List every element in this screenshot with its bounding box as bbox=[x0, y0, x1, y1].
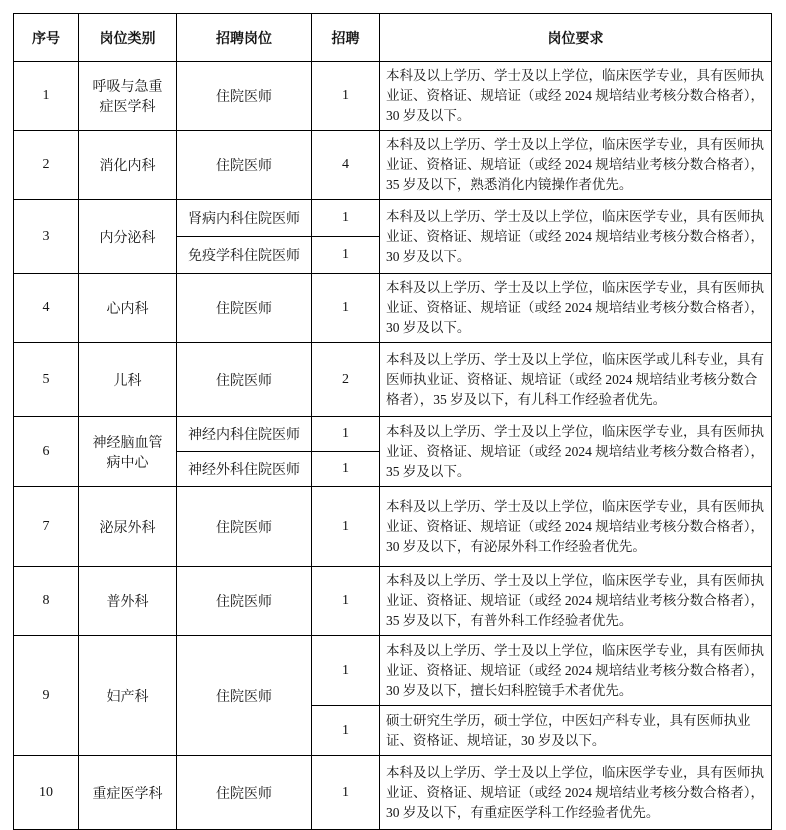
seq-cell: 7 bbox=[14, 487, 79, 567]
seq-cell: 1 bbox=[14, 62, 79, 131]
count-cell: 2 bbox=[312, 343, 380, 417]
requirement-cell: 本科及以上学历、学士及以上学位，临床医学专业，具有医师执业证、资格证、规培证（或经 2024 规培结业考核分数合格者），30 岁及以下。 bbox=[380, 62, 772, 131]
seq-cell: 10 bbox=[14, 756, 79, 830]
seq-cell: 2 bbox=[14, 131, 79, 200]
position-cell: 住院医师 bbox=[177, 567, 312, 636]
col-header-seq: 序号 bbox=[14, 14, 79, 62]
category-cell: 消化内科 bbox=[79, 131, 177, 200]
position-cell: 住院医师 bbox=[177, 62, 312, 131]
category-cell: 重症医学科 bbox=[79, 756, 177, 830]
header-row bbox=[14, 14, 772, 62]
requirement-cell: 本科及以上学历、学士及以上学位，临床医学专业，具有医师执业证、资格证、规培证（或经 2024 规培结业考核分数合格者），35 岁及以下，熟悉消化内镜操作者优先。 bbox=[380, 131, 772, 200]
table-row bbox=[14, 487, 772, 567]
table-row bbox=[14, 417, 772, 452]
table-row bbox=[14, 636, 772, 706]
position-cell: 住院医师 bbox=[177, 487, 312, 567]
seq-cell: 8 bbox=[14, 567, 79, 636]
position-cell: 住院医师 bbox=[177, 756, 312, 830]
table-row bbox=[14, 274, 772, 343]
count-cell: 1 bbox=[312, 756, 380, 830]
category-cell: 呼吸与急重症医学科 bbox=[79, 62, 177, 131]
category-cell: 神经脑血管病中心 bbox=[79, 417, 177, 487]
count-cell: 1 bbox=[312, 567, 380, 636]
count-cell: 1 bbox=[312, 452, 380, 487]
seq-cell: 5 bbox=[14, 343, 79, 417]
count-cell: 1 bbox=[312, 636, 380, 706]
category-cell: 心内科 bbox=[79, 274, 177, 343]
requirement-cell: 本科及以上学历、学士及以上学位，临床医学专业，具有医师执业证、资格证、规培证（或经 2024 规培结业考核分数合格者），30 岁及以下，有泌尿外科工作经验者优先。 bbox=[380, 487, 772, 567]
category-cell: 内分泌科 bbox=[79, 200, 177, 274]
count-cell: 1 bbox=[312, 200, 380, 237]
position-cell: 住院医师 bbox=[177, 636, 312, 756]
table-row bbox=[14, 62, 772, 131]
position-cell: 住院医师 bbox=[177, 131, 312, 200]
count-cell: 1 bbox=[312, 706, 380, 756]
col-header-category: 岗位类别 bbox=[79, 14, 177, 62]
table-row bbox=[14, 567, 772, 636]
position-cell: 神经外科住院医师 bbox=[177, 452, 312, 487]
requirement-cell: 硕士研究生学历，硕士学位，中医妇产科专业，具有医师执业证、资格证、规培证，30 岁及以下。 bbox=[380, 706, 772, 756]
requirement-cell: 本科及以上学历、学士及以上学位，临床医学专业，具有医师执业证、资格证、规培证（或经 2024 规培结业考核分数合格者），30 岁及以下，有重症医学科工作经验者优先。 bbox=[380, 756, 772, 830]
requirement-cell: 本科及以上学历、学士及以上学位，临床医学专业，具有医师执业证、资格证、规培证（或经 2024 规培结业考核分数合格者），30 岁及以下。 bbox=[380, 274, 772, 343]
count-cell: 1 bbox=[312, 417, 380, 452]
count-cell: 1 bbox=[312, 62, 380, 131]
col-header-position: 招聘岗位 bbox=[177, 14, 312, 62]
position-cell: 住院医师 bbox=[177, 343, 312, 417]
requirement-cell: 本科及以上学历、学士及以上学位，临床医学专业，具有医师执业证、资格证、规培证（或经 2024 规培结业考核分数合格者），30 岁及以下。 bbox=[380, 200, 772, 274]
seq-cell: 4 bbox=[14, 274, 79, 343]
position-cell: 住院医师 bbox=[177, 274, 312, 343]
count-cell: 1 bbox=[312, 487, 380, 567]
requirement-cell: 本科及以上学历、学士及以上学位，临床医学专业，具有医师执业证、资格证、规培证（或经 2024 规培结业考核分数合格者），35 岁及以下。 bbox=[380, 417, 772, 487]
position-cell: 肾病内科住院医师 bbox=[177, 200, 312, 237]
count-cell: 4 bbox=[312, 131, 380, 200]
count-cell: 1 bbox=[312, 237, 380, 274]
table-row bbox=[14, 756, 772, 830]
seq-cell: 3 bbox=[14, 200, 79, 274]
seq-cell: 6 bbox=[14, 417, 79, 487]
table-row bbox=[14, 343, 772, 417]
requirement-cell: 本科及以上学历、学士及以上学位，临床医学或儿科专业，具有医师执业证、资格证、规培证（或经 2024 规培结业考核分数合格者），35 岁及以下，有儿科工作经验者优先。 bbox=[380, 343, 772, 417]
table-row bbox=[14, 131, 772, 200]
requirement-cell: 本科及以上学历、学士及以上学位，临床医学专业，具有医师执业证、资格证、规培证（或经 2024 规培结业考核分数合格者），35 岁及以下，有普外科工作经验者优先。 bbox=[380, 567, 772, 636]
seq-cell: 9 bbox=[14, 636, 79, 756]
category-cell: 普外科 bbox=[79, 567, 177, 636]
category-cell: 儿科 bbox=[79, 343, 177, 417]
col-header-requirement: 岗位要求 bbox=[380, 14, 772, 62]
category-cell: 妇产科 bbox=[79, 636, 177, 756]
recruitment-table bbox=[13, 13, 772, 830]
table-row bbox=[14, 200, 772, 237]
position-cell: 免疫学科住院医师 bbox=[177, 237, 312, 274]
position-cell: 神经内科住院医师 bbox=[177, 417, 312, 452]
col-header-count: 招聘 bbox=[312, 14, 380, 62]
requirement-cell: 本科及以上学历、学士及以上学位，临床医学专业，具有医师执业证、资格证、规培证（或经 2024 规培结业考核分数合格者），30 岁及以下，擅长妇科腔镜手术者优先。 bbox=[380, 636, 772, 706]
category-cell: 泌尿外科 bbox=[79, 487, 177, 567]
count-cell: 1 bbox=[312, 274, 380, 343]
